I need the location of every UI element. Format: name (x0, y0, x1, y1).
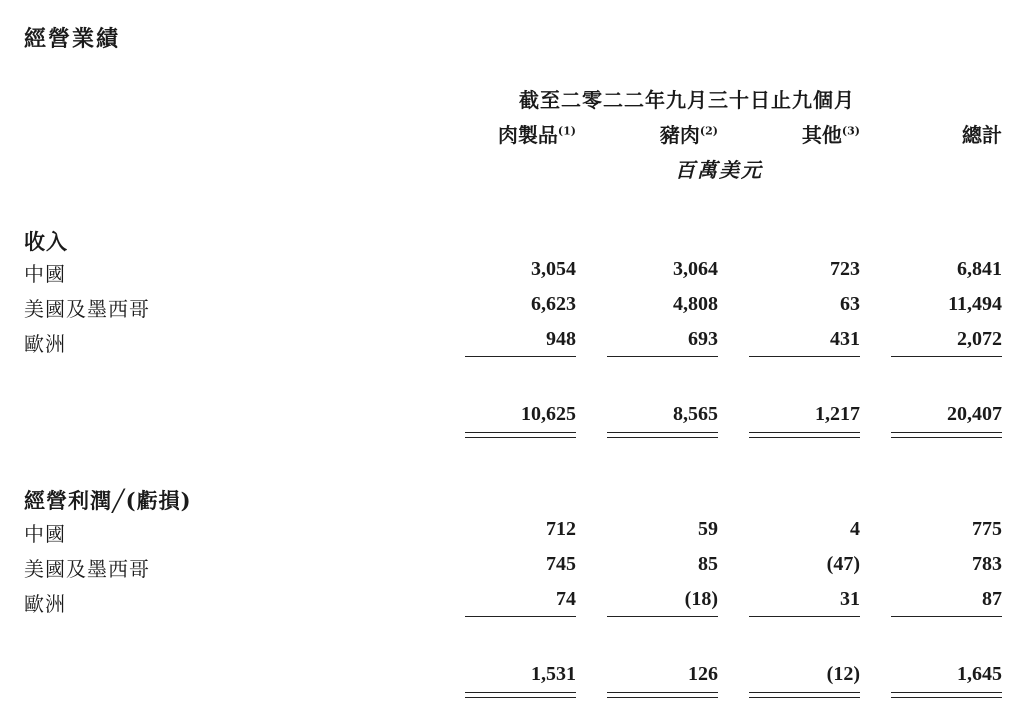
column-header-others: 其他$^{(3)}$ (801, 123, 860, 147)
total-double-rule (465, 692, 576, 698)
subtotal-rule (749, 356, 860, 357)
row-label: 美國及墨西哥 (24, 297, 150, 321)
row-label: 歐洲 (24, 592, 66, 616)
period-header: 截至二零二二年九月三十日止九個月 (519, 88, 855, 112)
section-heading-revenue: 收入 (24, 229, 68, 254)
total-double-rule (465, 432, 576, 438)
total-cell: 1,531 (531, 663, 576, 685)
total-cell: 10,625 (521, 403, 576, 425)
row-label: 歐洲 (24, 332, 66, 356)
section-heading-operating-profit: 經營利潤╱(虧損) (24, 488, 192, 513)
total-cell: 8,565 (673, 403, 718, 425)
column-header-total: 總計 (962, 123, 1002, 147)
table-cell: 6,841 (957, 258, 1002, 280)
table-cell: 712 (546, 518, 576, 540)
table-cell: 783 (972, 553, 1002, 575)
table-cell: (47) (826, 553, 860, 575)
subtotal-rule (465, 616, 576, 617)
table-cell: 775 (972, 518, 1002, 540)
table-cell: (18) (684, 588, 718, 610)
table-cell: 59 (698, 518, 718, 540)
table-cell: 723 (830, 258, 860, 280)
total-double-rule (607, 432, 718, 438)
table-cell: 11,494 (948, 293, 1002, 315)
table-cell: 4 (850, 518, 860, 540)
total-double-rule (607, 692, 718, 698)
unit-label: 百萬美元 (675, 158, 763, 182)
total-cell: 126 (688, 663, 718, 685)
row-label: 美國及墨西哥 (24, 557, 150, 581)
row-label: 中國 (24, 262, 66, 286)
total-cell: 1,217 (815, 403, 860, 425)
column-header-meat-products: 肉製品$^{(1)}$ (497, 123, 576, 147)
table-cell: 63 (840, 293, 860, 315)
page-title: 經營業績 (24, 26, 121, 52)
column-header-pork: 豬肉$^{(2)}$ (659, 123, 718, 147)
total-cell: 1,645 (957, 663, 1002, 685)
table-cell: 31 (840, 588, 860, 610)
total-cell: 20,407 (947, 403, 1002, 425)
subtotal-rule (607, 356, 718, 357)
total-double-rule (891, 432, 1002, 438)
total-double-rule (749, 432, 860, 438)
table-cell: 3,064 (673, 258, 718, 280)
table-cell: 693 (688, 328, 718, 350)
table-cell: 2,072 (957, 328, 1002, 350)
table-cell: 85 (698, 553, 718, 575)
subtotal-rule (465, 356, 576, 357)
row-label: 中國 (24, 522, 66, 546)
table-cell: 948 (546, 328, 576, 350)
table-cell: 74 (556, 588, 576, 610)
total-double-rule (749, 692, 860, 698)
table-cell: 87 (982, 588, 1002, 610)
subtotal-rule (891, 616, 1002, 617)
table-cell: 745 (546, 553, 576, 575)
table-cell: 4,808 (673, 293, 718, 315)
subtotal-rule (891, 356, 1002, 357)
table-cell: 6,623 (531, 293, 576, 315)
total-cell: (12) (826, 663, 860, 685)
subtotal-rule (607, 616, 718, 617)
total-double-rule (891, 692, 1002, 698)
table-cell: 431 (830, 328, 860, 350)
table-cell: 3,054 (531, 258, 576, 280)
subtotal-rule (749, 616, 860, 617)
